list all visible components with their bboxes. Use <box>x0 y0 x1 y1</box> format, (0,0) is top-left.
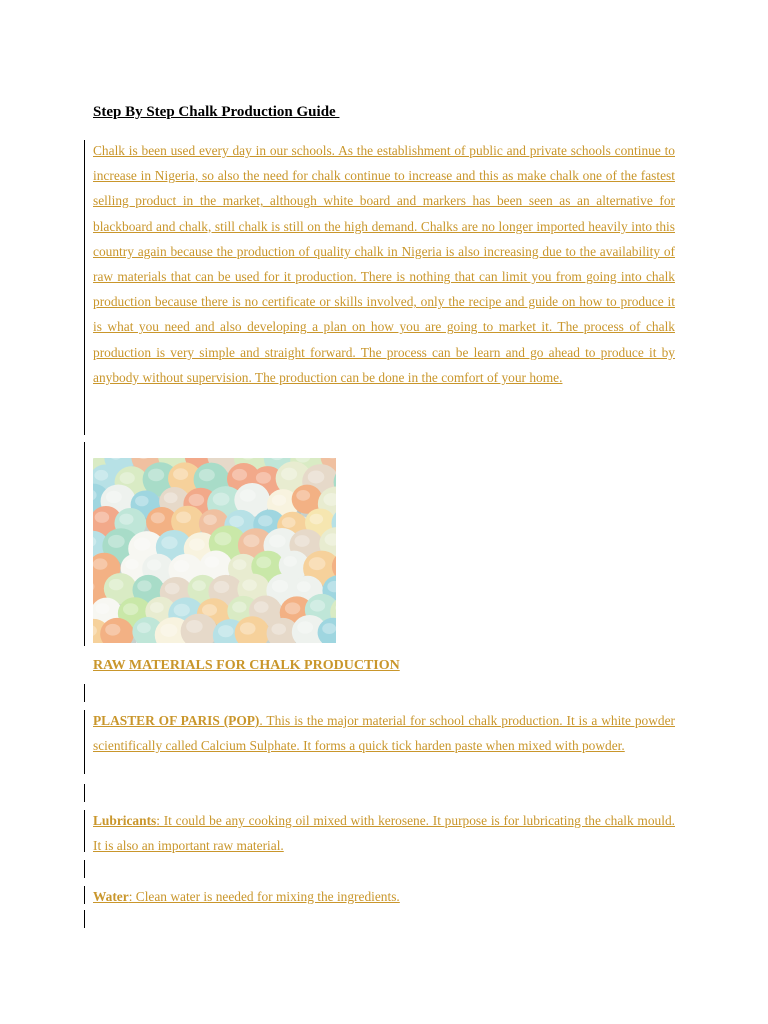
material-description: : It could be any cooking oil mixed with kerosene. It purpose is for lubricating the chalk mould. It is also an important raw material. <box>93 813 675 854</box>
material-plaster-of-paris <box>93 708 675 758</box>
intro-paragraph: Chalk is been used every day in our schools. As the establishment of public and private schools continue to increase in Nigeria, so also the need for chalk continue to increase and this as make chalk one of the fastest selling product in the market, although white board and markers has been seen as an alternative for blackboard and chalk, still chalk is still on the high demand. Chalks are no longer imported heavily into this country again because the production of quality chalk in Nigeria is also increasing due to the availability of raw materials that can be used for it production. There is nothing that can limit you from going into chalk production because there is no certificate or skills involved, only the recipe and guide on how to produce it is what you need and also developing a plan on how you are going to market it. The process of chalk production is very simple and straight forward. The process can be learn and go ahead to produce it by anybody without supervision. The production can be done in the comfort of your home. <box>93 143 675 385</box>
chalk-sticks-illustration <box>93 458 336 643</box>
change-bar <box>84 810 85 852</box>
page-title: Step By Step Chalk Production Guide <box>93 104 340 120</box>
section-heading: RAW MATERIALS FOR CHALK PRODUCTION <box>93 658 400 673</box>
change-bar <box>84 910 85 928</box>
change-bar <box>84 710 85 774</box>
material-term: Lubricants <box>93 813 157 828</box>
change-bar <box>84 860 85 878</box>
change-bar <box>84 886 85 904</box>
material-term: PLASTER OF PARIS (POP) <box>93 713 260 728</box>
chalk-sticks-photo <box>93 458 336 643</box>
material-lubricants <box>93 808 675 858</box>
change-bar <box>84 442 85 646</box>
material-description: . This is the major material for school chalk production. It is a white powder scientifically called Calcium Sulphate. It forms a quick tick harden paste when mixed with powder. <box>93 713 676 754</box>
material-description: : Clean water is needed for mixing the ingredients. <box>128 889 400 904</box>
material-water <box>93 884 675 909</box>
material-term: Water <box>93 889 129 904</box>
change-bar <box>84 784 85 802</box>
change-bar <box>84 140 85 435</box>
change-bar <box>84 684 85 702</box>
